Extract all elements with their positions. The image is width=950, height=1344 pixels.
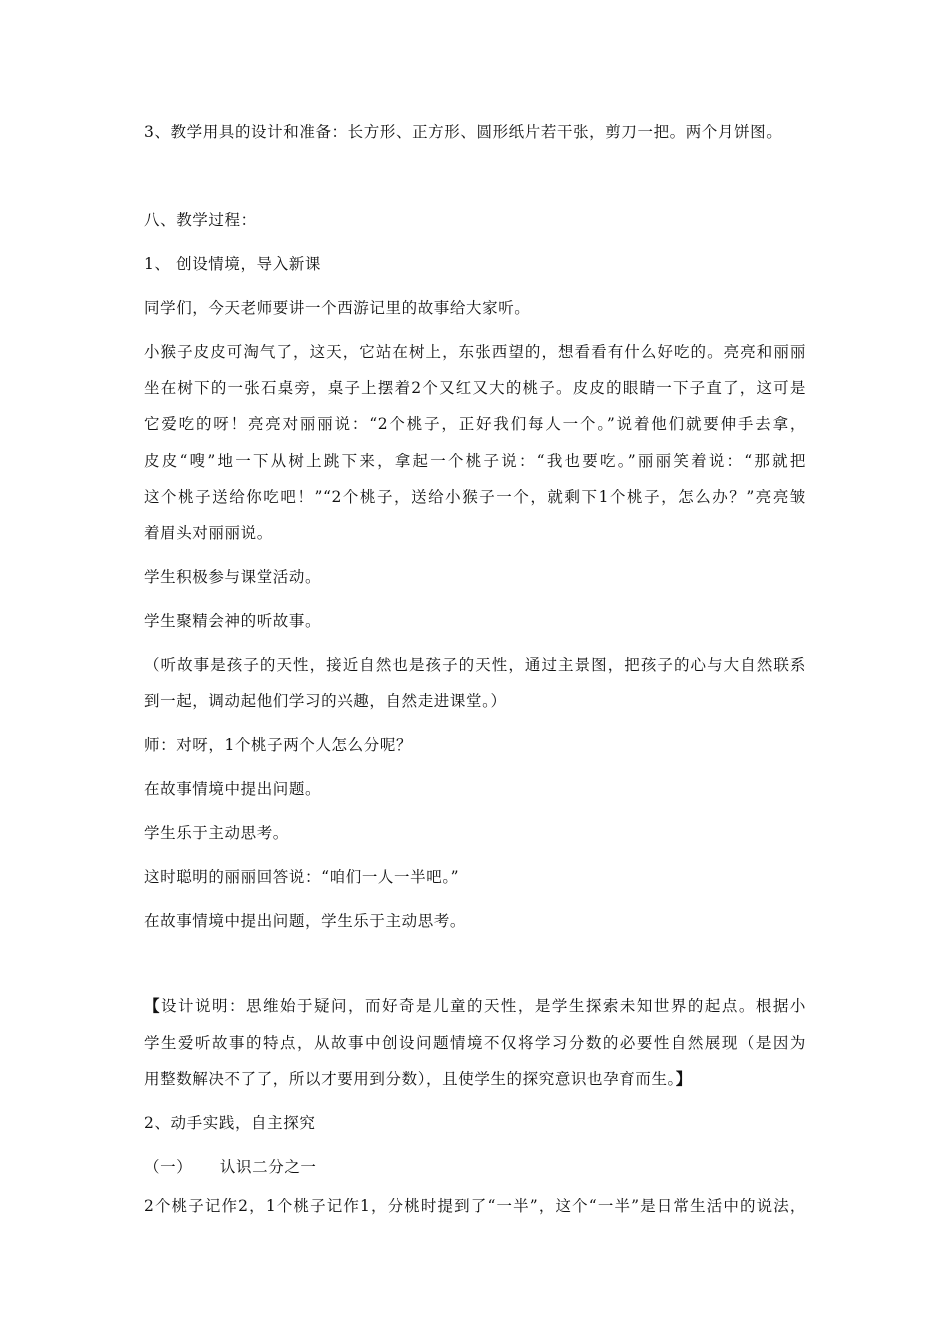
section-heading-teaching-process: 八、教学过程： [144, 211, 257, 229]
teacher-line: 师：对呀，1个桃子两个人怎么分呢？ [144, 736, 413, 754]
subsection-heading: （一） 认识二分之一 [144, 1158, 317, 1176]
design-note-text: 设计说明：思维始于疑问，而好奇是儿童的天性，是学生探索未知世界的起点。根据小 [161, 997, 806, 1015]
paragraph-line: 学生乐于主动思考。 [144, 824, 289, 842]
bracket-close: 】 [675, 1069, 693, 1088]
story-line: 坐在树下的一张石桌旁，桌子上摆着2个又红又大的桃子。皮皮的眼睛一下子直了，这可是 [144, 379, 806, 397]
paragraph-line: 在故事情境中提出问题。 [144, 780, 322, 798]
paragraph-line: 2个桃子记作2，1个桃子记作1，分桃时提到了“一半”，这个“一半”是日常生活中的说法， [144, 1197, 806, 1215]
story-line: 这个桃子送给你吃吧！”“2个桃子，送给小猴子一个，就剩下1个桃子，怎么办？”亮亮皱 [144, 488, 806, 506]
design-note-line [144, 1068, 692, 1090]
story-line: 着眉头对丽丽说。 [144, 524, 273, 542]
bracket-open: 【 [144, 996, 161, 1015]
teaching-tools-line: 3、教学用具的设计和准备：长方形、正方形、圆形纸片若干张，剪刀一把。两个月饼图。 [144, 123, 783, 141]
story-line: 皮皮“嗖”地一下从树上跳下来，拿起一个桃子说：“我也要吃。”丽丽笑着说：“那就把 [144, 452, 806, 470]
note-line: （听故事是孩子的天性，接近自然也是孩子的天性，通过主景图，把孩子的心与大自然联系 [144, 656, 806, 674]
paragraph-line: 这时聪明的丽丽回答说：“咱们一人一半吧。” [144, 868, 460, 886]
story-line: 小猴子皮皮可淘气了，这天，它站在树上，东张西望的，想看看有什么好吃的。亮亮和丽丽 [144, 343, 806, 361]
paragraph-line: 学生积极参与课堂活动。 [144, 568, 322, 586]
design-note-text: 用整数解决不了了，所以才要用到分数），且使学生的探究意识也孕育而生。 [144, 1070, 676, 1088]
paragraph-line: 在故事情境中提出问题，学生乐于主动思考。 [144, 912, 467, 930]
note-line: 到一起，调动起他们学习的兴趣，自然走进课堂。） [144, 692, 507, 710]
story-line: 它爱吃的呀！亮亮对丽丽说：“2个桃子，正好我们每人一个。”说着他们就要伸手去拿， [144, 415, 806, 433]
design-note-line: 学生爱听故事的特点，从故事中创设问题情境不仅将学习分数的必要性自然展现（是因为 [144, 1034, 806, 1052]
paragraph-line: 学生聚精会神的听故事。 [144, 612, 322, 630]
paragraph-line: 同学们，今天老师要讲一个西游记里的故事给大家听。 [144, 299, 531, 317]
step-2-heading: 2、动手实践，自主探究 [144, 1114, 316, 1132]
step-1-heading: 1、 创设情境，导入新课 [144, 255, 321, 273]
design-note-line [144, 995, 806, 1017]
